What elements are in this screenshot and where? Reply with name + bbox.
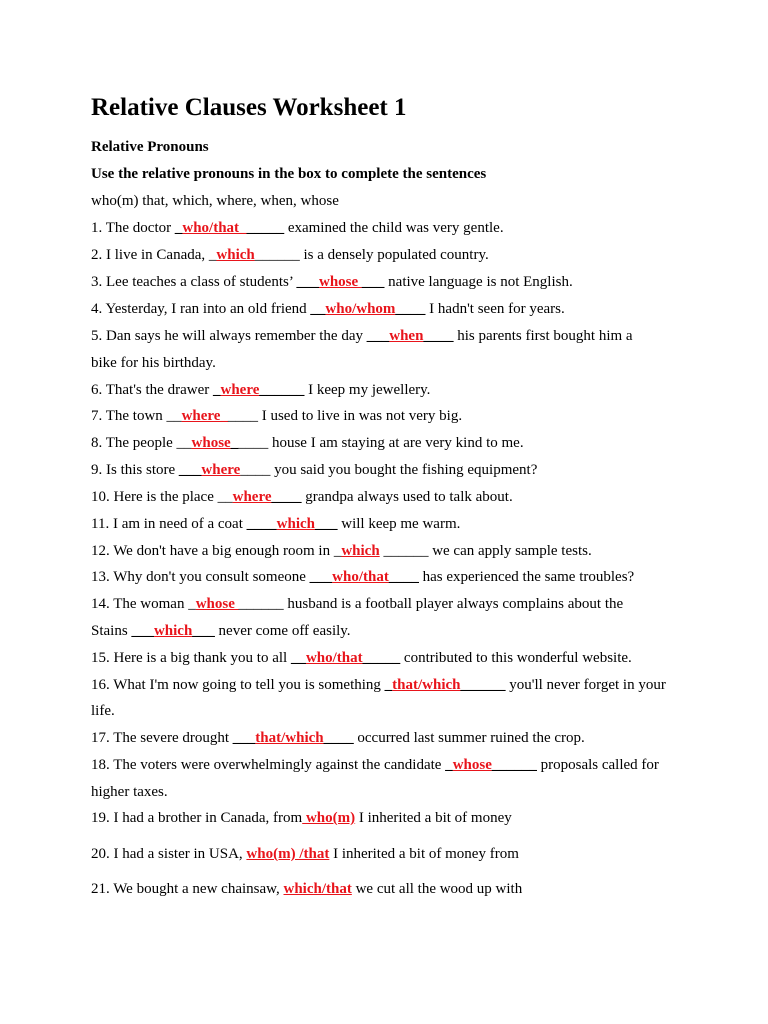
answer-text: where_ (181, 408, 228, 424)
answer-blank: ___ (309, 569, 333, 585)
answer-blank: _ (230, 435, 239, 451)
answer-text: which (276, 516, 315, 532)
question-text: 12. We don't have a big enough room in _ (91, 543, 342, 559)
answer-blank: ____ (395, 301, 426, 317)
question-text: his parents first bought him a (453, 328, 633, 344)
answer-text: whose (191, 435, 231, 451)
answer-blank: ___ (296, 274, 319, 290)
question-20 (91, 844, 519, 864)
question-5 (91, 326, 633, 346)
question-13 (91, 567, 634, 587)
question-21 (91, 879, 522, 899)
question-12 (91, 541, 592, 561)
answer-blank: __ (310, 301, 326, 317)
question-17 (91, 728, 585, 748)
question-9 (91, 460, 537, 480)
answer-text: when (389, 328, 424, 344)
answer-text: that/which (255, 730, 324, 746)
question-text: 17. The severe drought (91, 730, 233, 746)
question-text: ____ I used to live in was not very big. (227, 408, 463, 424)
question-3 (91, 272, 573, 292)
answer-blank: ___ (314, 516, 338, 532)
answer-blank: ______ (259, 382, 305, 398)
answer-blank: __ (290, 650, 306, 666)
answer-text: which/that (283, 881, 352, 897)
question-text: higher taxes. (91, 784, 168, 800)
answer-blank: ______ (460, 677, 506, 693)
question-8 (91, 433, 524, 453)
question-text: 5. Dan says he will always remember the day (91, 328, 367, 344)
answer-text: which (153, 623, 193, 639)
question-text: I keep my jewellery. (304, 382, 431, 398)
question-text: ____ house I am staying at are very kind to me. (238, 435, 524, 451)
question-text: you'll never forget in your (505, 677, 666, 693)
question-text: bike for his birthday. (91, 355, 216, 371)
question-text: I inherited a bit of money from (329, 846, 519, 862)
answer-text: who(m) (302, 810, 356, 826)
question-text: 9. Is this store (91, 462, 179, 478)
question-text: proposals called for (536, 757, 659, 773)
question-text: ______ husband is a football player always complains about the (238, 596, 624, 612)
question-text: 20. I had a sister in USA, (91, 846, 247, 862)
question-text: ____ you said you bought the fishing equipment? (240, 462, 538, 478)
answer-text: where (232, 489, 272, 505)
question-text: Stains (91, 623, 132, 639)
question-4 (91, 299, 565, 319)
question-15 (91, 648, 632, 668)
word-box: who(m) that, which, where, when, whose (91, 193, 339, 209)
answer-text: who/that (305, 650, 363, 666)
worksheet-title: Relative Clauses Worksheet 1 (91, 94, 407, 121)
question-text: 11. I am in need of a coat (91, 516, 247, 532)
instructions: Use the relative pronouns in the box to complete the sentences (91, 166, 487, 182)
question-text: 7. The town __ (91, 408, 182, 424)
question-text: I hadn't seen for years. (425, 301, 565, 317)
answer-blank: ____ (388, 569, 419, 585)
answer-text: who/that (332, 569, 389, 585)
answer-blank: _ (212, 382, 221, 398)
answer-blank: _____ (362, 650, 401, 666)
answer-blank: ______ (491, 757, 537, 773)
question-text: 6. That's the drawer (91, 382, 213, 398)
answer-blank: _ (174, 220, 183, 236)
answer-blank: ____ (423, 328, 454, 344)
question-10 (91, 487, 513, 507)
question-text: ______ is a densely populated country. (254, 247, 489, 263)
question-text: contributed to this wonderful website. (400, 650, 632, 666)
question-text: grandpa always used to talk about. (301, 489, 513, 505)
answer-blank: ___ (366, 328, 390, 344)
question-text: we cut all the wood up with (351, 881, 523, 897)
answer-blank: _ (445, 757, 453, 773)
question-text: ______ we can apply sample tests. (379, 543, 592, 559)
question-text: 21. We bought a new chainsaw, (91, 881, 284, 897)
answer-blank: ___ (178, 462, 202, 478)
question-text: 2. I live in Canada, _ (91, 247, 217, 263)
answer-blank: ___ (232, 730, 256, 746)
answer-blank: ___ (131, 623, 154, 639)
question-1 (91, 218, 504, 238)
question-16 (91, 675, 666, 695)
answer-text: whose (195, 596, 239, 612)
answer-text: that/which (392, 677, 461, 693)
question-text: 3. Lee teaches a class of students’ (91, 274, 297, 290)
section-subtitle: Relative Pronouns (91, 139, 209, 155)
question-text: 15. Here is a big thank you to all (91, 650, 291, 666)
question-text: 1. The doctor (91, 220, 175, 236)
question-text: will keep me warm. (337, 516, 461, 532)
question-6 (91, 380, 430, 400)
question-7 (91, 406, 462, 426)
answer-text: who(m) /that (246, 846, 330, 862)
question-text: 13. Why don't you consult someone (91, 569, 310, 585)
question-text: 19. I had a brother in Canada, from (91, 810, 303, 826)
question-text: has experienced the same troubles? (418, 569, 635, 585)
question-text: 18. The voters were overwhelmingly against the candidate (91, 757, 446, 773)
question-text: examined the child was very gentle. (284, 220, 504, 236)
question-text: 16. What I'm now going to tell you is something (91, 677, 385, 693)
answer-text: where (220, 382, 260, 398)
question-text: 14. The woman _ (91, 596, 196, 612)
question-text: never come off easily. (214, 623, 351, 639)
question-16-continued (91, 701, 115, 721)
answer-blank: ____ (271, 489, 302, 505)
question-text: 4. Yesterday, I ran into an old friend (91, 301, 311, 317)
answer-text: whose (318, 274, 362, 290)
question-text: native language is not English. (384, 274, 573, 290)
question-text: 10. Here is the place __ (91, 489, 233, 505)
answer-blank: ___ (361, 274, 385, 290)
question-text: occurred last summer ruined the crop. (353, 730, 585, 746)
answer-text: who/whom (325, 301, 396, 317)
answer-text: which (341, 543, 380, 559)
answer-text: where (201, 462, 241, 478)
question-text: life. (91, 703, 115, 719)
answer-blank: ____ (323, 730, 354, 746)
answer-blank: ____ (246, 516, 277, 532)
answer-blank: ___ (192, 623, 215, 639)
answer-text: which (216, 247, 255, 263)
question-2 (91, 245, 489, 265)
answer-blank: _ (384, 677, 393, 693)
question-text: 8. The people __ (91, 435, 192, 451)
answer-text: who/that_ (182, 220, 247, 236)
answer-text: whose (452, 757, 492, 773)
question-11 (91, 514, 460, 534)
question-18 (91, 755, 659, 775)
question-text: I inherited a bit of money (355, 810, 512, 826)
question-19 (91, 808, 512, 828)
question-18-continued (91, 782, 168, 802)
question-14 (91, 594, 623, 614)
answer-blank: _____ (246, 220, 285, 236)
question-14-continued (91, 621, 351, 641)
question-5-continued (91, 353, 216, 373)
